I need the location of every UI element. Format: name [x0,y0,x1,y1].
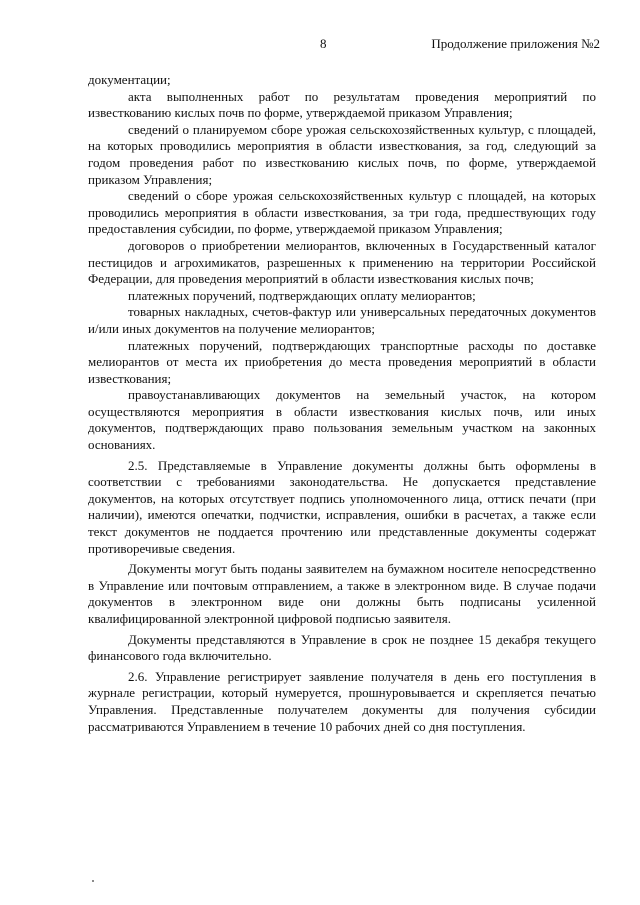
list-item-paragraph: платежных поручений, подтверждающих транспортные расходы по доставке мелиорантов от места их приобретения до места проведения мероприятий в области известкования; [88,337,596,386]
running-header: Продолжение приложения №2 [431,36,600,51]
list-item-paragraph: сведений о планируемом сборе урожая сельскохозяйственных культур, с площадей, на которых проводились мероприятия в области известкования, за год, следующий за годом проведения работ по известкованию кислых почв, по форме, утверждаемой приказом Управления; [88,121,596,187]
scan-speck [92,880,94,882]
list-item-paragraph: договоров о приобретении мелиорантов, включенных в Государственный каталог пестицидов и агрохимикатов, разрешенных к применению на территории Российской Федерации, для проведения мероприятий в области известкования кислых почв; [88,237,596,287]
document-body [88,72,596,735]
body-paragraph: Документы могут быть поданы заявителем на бумажном носителе непосредственно в Управление или почтовым отправлением, а также в электронном виде. В случае подачи документов в электронном виде они должны быть подписаны усиленной квалифицированной электронной цифровой подписью заявителя. [88,561,596,626]
paragraph-continuation: документации; [88,72,171,87]
list-item-paragraph: товарных накладных, счетов-фактур или универсальных передаточных документов и/или иных документов на получение мелиорантов; [88,304,596,336]
section-paragraph-2-6: 2.6. Управление регистрирует заявление получателя в день его поступления в журнале регистрации, который нумеруется, прошнуровывается и скрепляется печатью Управления. Представленные получателем документы для получения субсидии рассматриваются Управлением в течение 10 рабочих дней со дня поступления. [88,668,596,734]
page-number: 8 [320,36,327,51]
list-item-paragraph: сведений о сборе урожая сельскохозяйственных культур с площадей, на которых проводились мероприятия в области известкования, за три года, предшествующих году предоставления субсидии, по форме, утверждаемой приказом Управления; [88,188,596,237]
list-item-paragraph: платежных поручений, подтверждающих оплату мелиорантов; [128,287,476,303]
section-paragraph-2-5: 2.5. Представляемые в Управление документы должны быть оформлены в соответствии с требованиями законодательства. Не допускается представление документов, на которых отсутствует подпись уполномоченного лица, оттиск печати (при наличии), имеются опечатки, подчистки, исправления, ошибки в расчетах, а также если текст документов не поддается прочтению или представленные документы содержат противоречивые сведения. [88,457,596,556]
list-item-paragraph: акта выполненных работ по результатам проведения мероприятий по известкованию кислых почв по форме, утверждаемой приказом Управления; [88,88,596,121]
body-paragraph: Документы представляются в Управление в срок не позднее 15 декабря текущего финансового года включительно. [88,631,596,664]
list-item-paragraph: правоустанавливающих документов на земельный участок, на котором осуществляются мероприятия в области известкования кислых почв, или иных документов, подтверждающих право пользования земельным участком на законных основаниях. [88,387,596,453]
